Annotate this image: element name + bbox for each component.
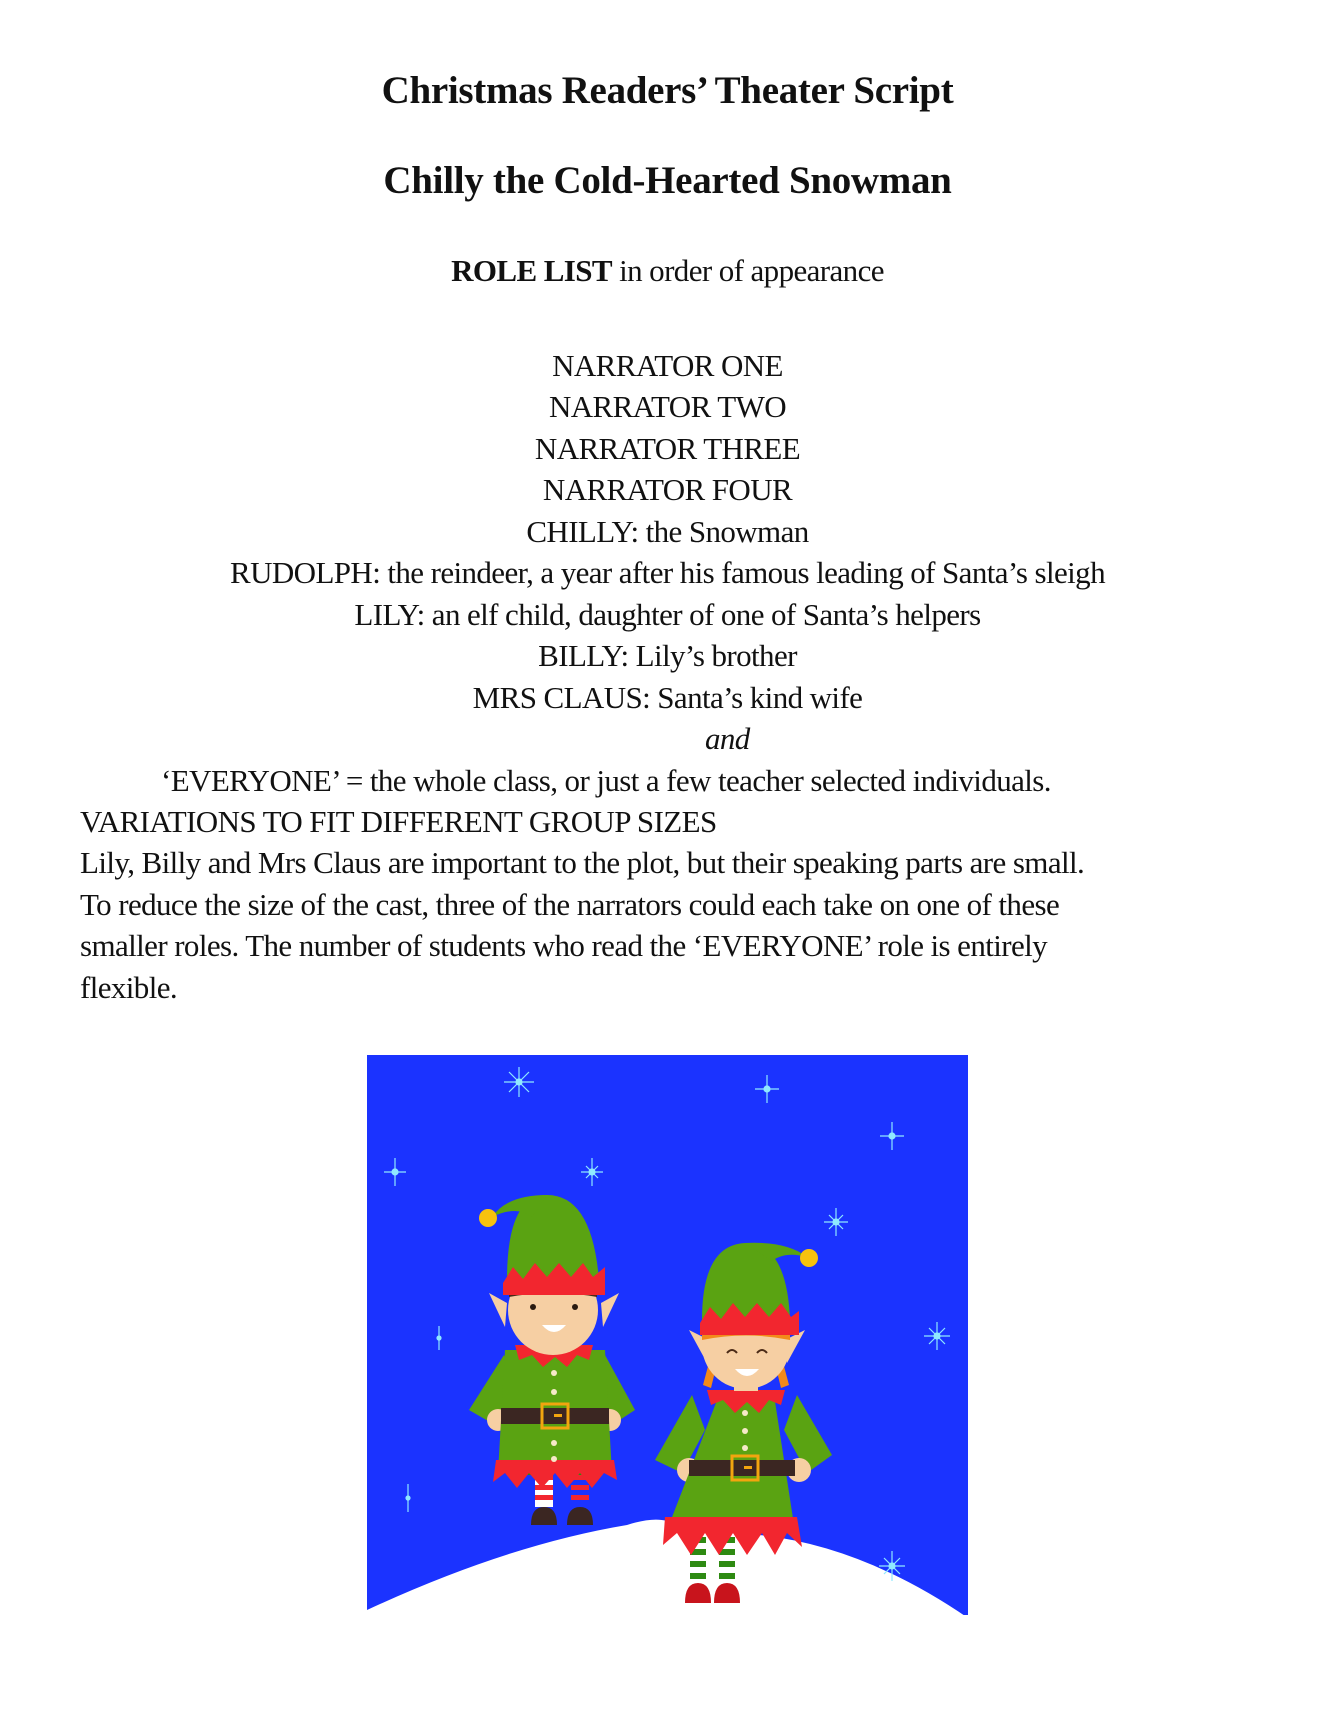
role-item: LILY: an elf child, daughter of one of Santa’s helpers xyxy=(354,597,981,632)
document-title: Christmas Readers’ Theater Script xyxy=(381,69,954,112)
document-subtitle: Chilly the Cold-Hearted Snowman xyxy=(383,159,952,202)
everyone-role-line: ‘EVERYONE’ = the whole class, or just a few teacher selected individuals. xyxy=(161,763,1051,798)
role-item: NARRATOR ONE xyxy=(552,348,783,383)
role-item: CHILLY: the Snowman xyxy=(526,514,809,549)
role-item: BILLY: Lily’s brother xyxy=(538,638,797,673)
paragraph-line: smaller roles. The number of students who read the ‘EVERYONE’ role is entirely xyxy=(80,928,1048,963)
role-item: MRS CLAUS: Santa’s kind wife xyxy=(472,680,863,715)
paragraph-line: To reduce the size of the cast, three of the narrators could each take on one of these xyxy=(80,887,1060,922)
paragraph-line: flexible. xyxy=(80,970,178,1005)
elves-illustration xyxy=(367,1055,968,1655)
role-list-heading xyxy=(0,253,1335,289)
role-item: NARRATOR TWO xyxy=(548,389,787,424)
paragraph-line: Lily, Billy and Mrs Claus are important to the plot, but their speaking parts are small. xyxy=(80,845,1085,880)
role-item: NARRATOR THREE xyxy=(534,431,801,466)
role-item: RUDOLPH: the reindeer, a year after his famous leading of Santa’s sleigh xyxy=(230,555,1105,590)
role-list-heading-rest: in order of appearance xyxy=(611,253,884,288)
role-item: NARRATOR FOUR xyxy=(542,472,793,507)
variations-heading: VARIATIONS TO FIT DIFFERENT GROUP SIZES xyxy=(80,804,717,839)
and-conjunction: and xyxy=(705,721,750,756)
role-list-heading-bold: ROLE LIST xyxy=(451,253,612,288)
